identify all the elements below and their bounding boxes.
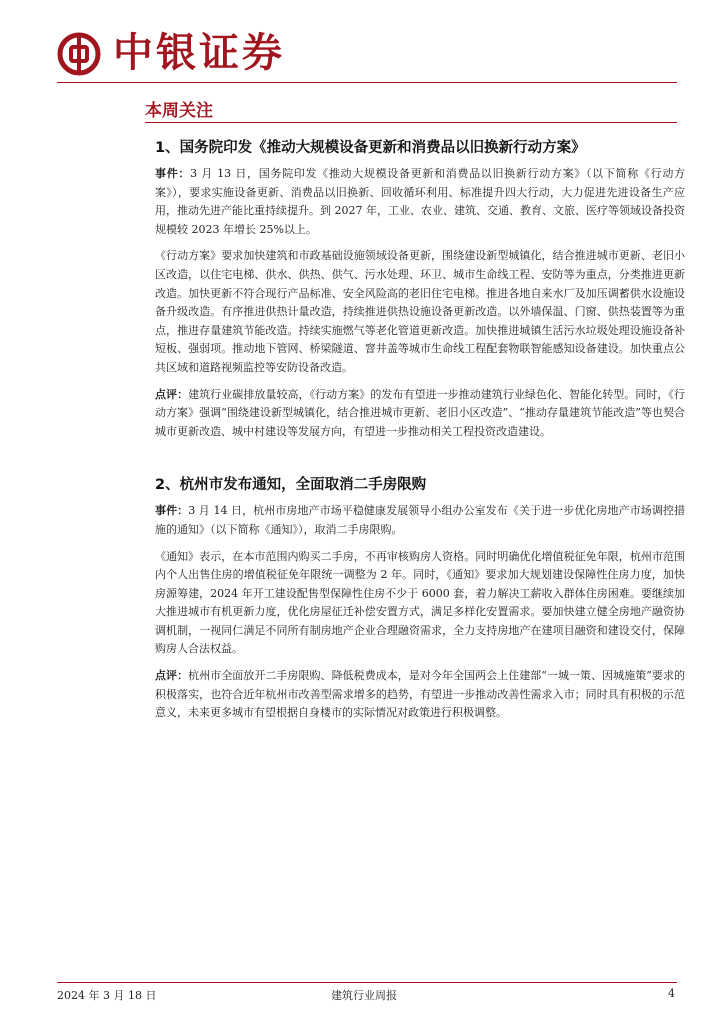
event-label: 事件： <box>155 504 189 518</box>
comment-paragraph <box>155 386 685 442</box>
news-item <box>155 136 685 441</box>
event-text: 3 月 13 日，国务院印发《推动大规模设备更新和消费品以旧换新行动方案》（以下简称《行动方案》），要求实施设备更新、消费品以旧换新、回收循环利用、标准提升四大行动，大力促进先进设备生产应用，推动先进产能比重持续提升。到 2027 年，工业、农业、建筑、交通、教育、文旅、医疗等领域设备投资规模较 2023 年增长 25%以上。 <box>155 167 686 236</box>
news-heading: 2、杭州市发布通知，全面取消二手房限购 <box>155 477 427 494</box>
comment-label: 点评： <box>155 669 189 683</box>
comment-paragraph <box>155 667 685 723</box>
section-title: 本周关注 <box>145 101 213 121</box>
spacer <box>155 449 685 467</box>
header-divider <box>57 82 677 83</box>
page-header <box>57 30 677 78</box>
comment-label: 点评： <box>155 387 189 401</box>
page-number: 4 <box>668 987 675 1000</box>
bank-of-china-logo-icon <box>57 32 101 76</box>
footer-report-name: 建筑行业周报 <box>331 989 397 1002</box>
news-item <box>155 473 685 723</box>
body-paragraph: 《行动方案》要求加快建筑和市政基础设施领域设备更新，围绕建设新型城镇化，结合推进城市更新、老旧小区改造，以住宅电梯、供水、供热、供气、污水处理、环卫、城市生命线工程、安防等为重点，分类推进更新改造。加快更新不符合现行产品标准、安全风险高的老旧住宅电梯。推进各地自来水厂及加压调蓄供水设施设备升级改造。有序推进供热计量改造，持续推进供热设施设备更新改造。以外墙保温、门窗、供热装置等为重点，推进存量建筑节能改造。持续实施燃气等老化管道更新改造。加快推进城镇生活污水垃圾处理设施设备补短板、强弱项。推动地下管网、桥梁隧道、窨井盖等城市生命线工程配套物联智能感知设备建设。加快重点公共区域和道路视频监控等安防设备改造。 <box>155 249 685 374</box>
report-content <box>155 130 685 731</box>
event-paragraph <box>155 502 685 539</box>
news-heading: 1、国务院印发《推动大规模设备更新和消费品以旧换新行动方案》 <box>155 140 586 156</box>
body-paragraph: 《通知》表示，在本市范围内购买二手房，不再审核购房人资格。同时明确优化增值税征免年限，杭州市范围内个人出售住房的增值税征免年限统一调整为 2 年。同时，《通知》要求加大规划建设保障性住房力度，加快房源筹建，2024 年开工建设配售型保障性住房不少于 6000 套，着力解决工薪收入群体住房困难。要继续加大推进城市有机更新力度，优化房屋征迁补偿安置方式，满足多样化安置需求。要加快建立健全房地产融资协调机制，一视同仁满足不同所有制房地产企业合理融资需求，全力支持房地产在建项目融资和建设交付，保障购房人合法权益。 <box>155 549 685 656</box>
event-paragraph <box>155 165 685 239</box>
event-label: 事件： <box>155 167 191 180</box>
section-title-divider <box>145 122 677 123</box>
comment-text: 杭州市全面放开二手房限购、降低税费成本，是对今年全国两会上住建部“一城一策、因城施策”要求的积极落实，也符合近年杭州市改善型需求增多的趋势，有望进一步推动改善性需求入市；同时具有积极的示范意义，未来更多城市有望根据自身楼市的实际情况对政策进行积极调整。 <box>155 669 685 720</box>
brand-name: 中银证券 <box>113 30 285 76</box>
footer-divider <box>57 982 677 983</box>
comment-text: 建筑行业碳排放量较高，《行动方案》的发布有望进一步推动建筑行业绿色化、智能化转型。同时，《行动方案》强调“围绕建设新型城镇化，结合推进城市更新、老旧小区改造”、“推动存量建筑节能改造”等也契合城市更新改造、城中村建设等发展方向，有望进一步推动相关工程投资改造建设。 <box>155 387 685 438</box>
event-text: 3 月 14 日，杭州市房地产市场平稳健康发展领导小组办公室发布《关于进一步优化房地产市场调控措施的通知》（以下简称《通知》），取消二手房限购。 <box>155 504 686 536</box>
footer-date: 2024 年 3 月 18 日 <box>57 989 157 1002</box>
